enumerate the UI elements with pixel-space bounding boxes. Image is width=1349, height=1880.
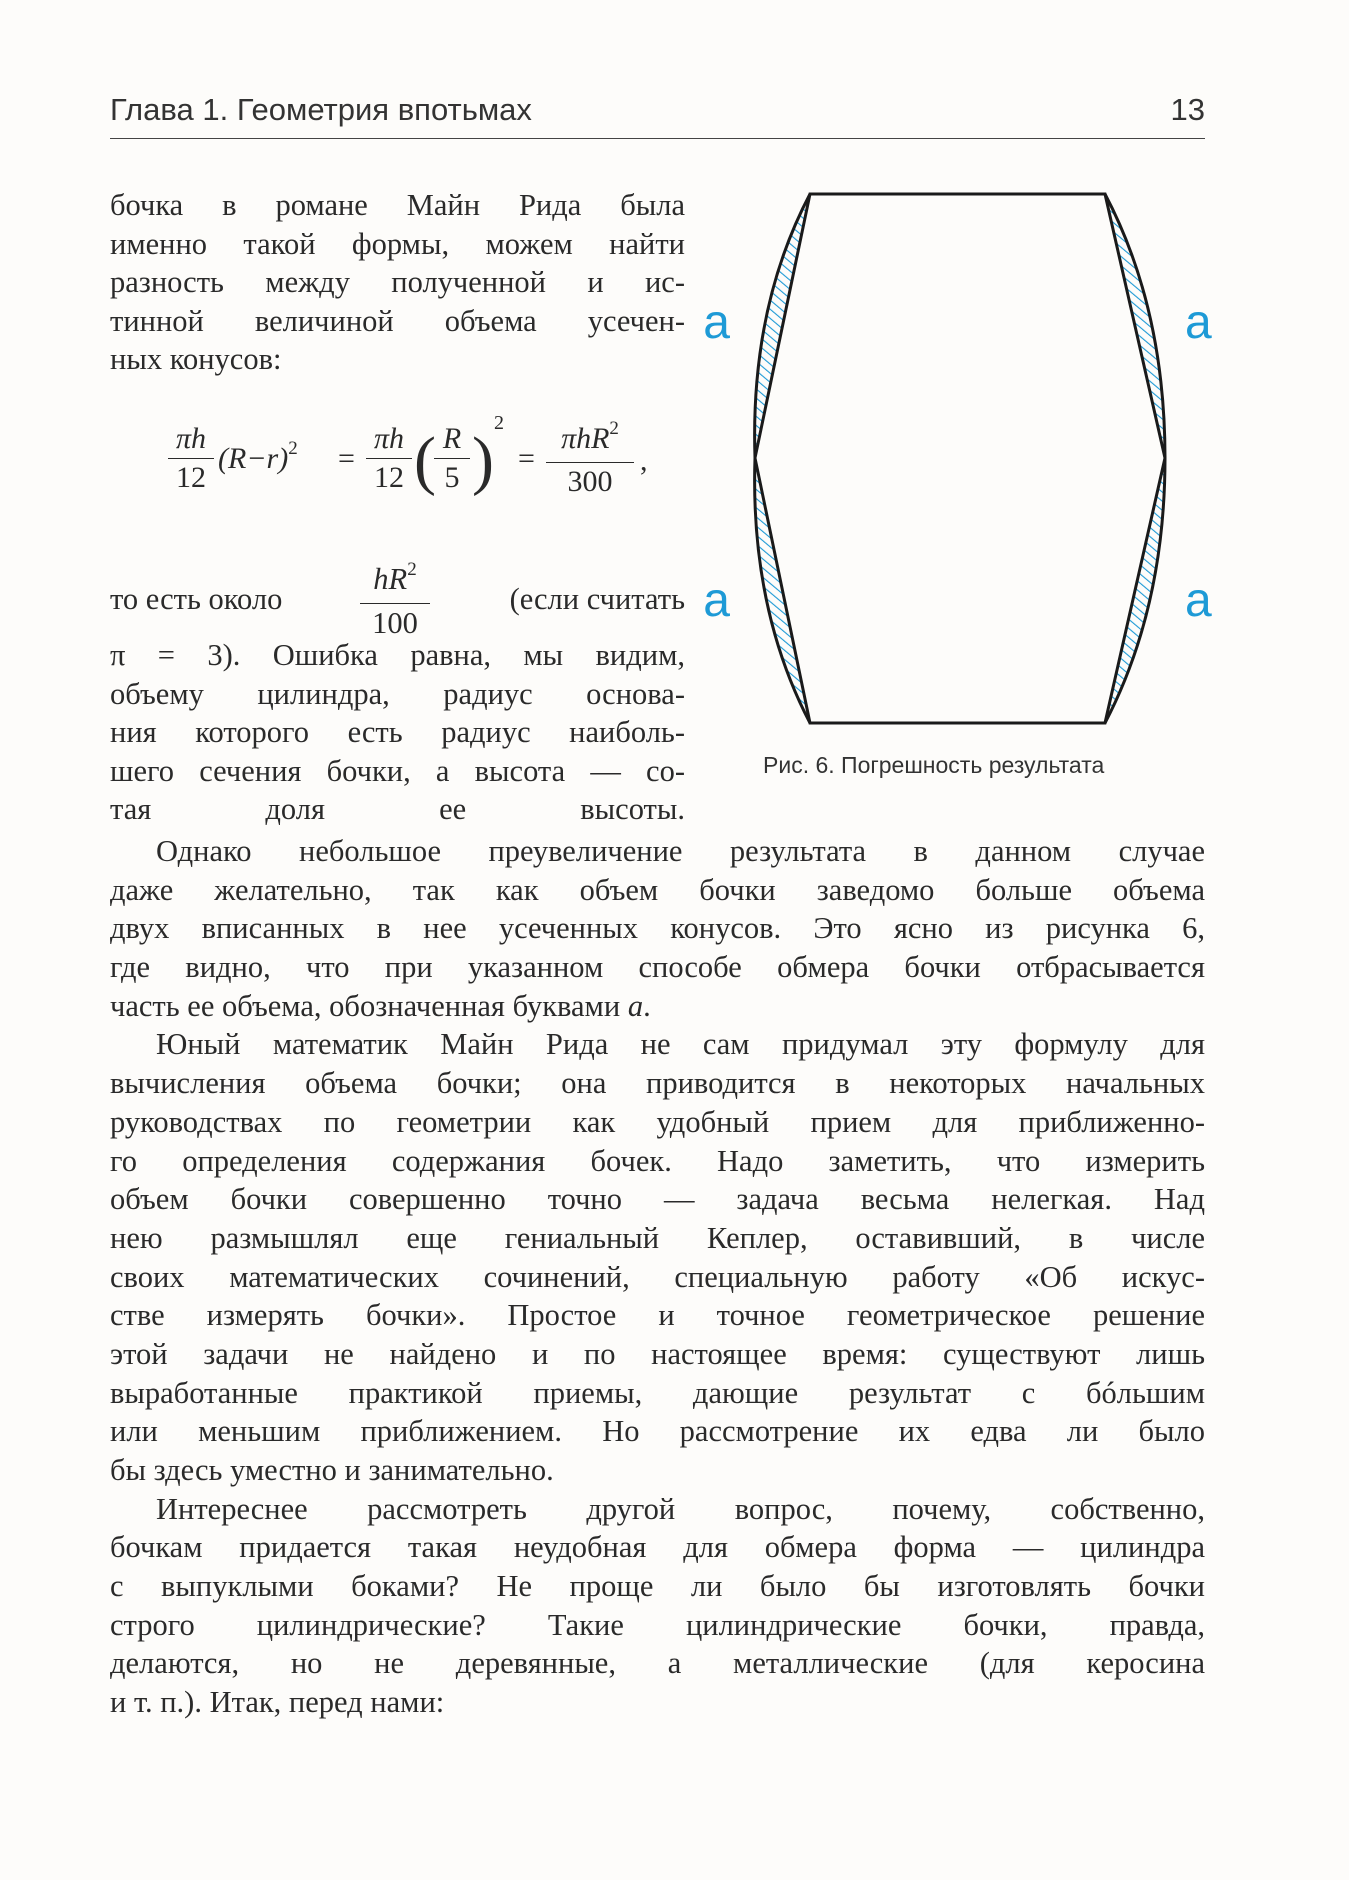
text-line: Интереснее рассмотреть другой вопрос, почему, собственно, bbox=[156, 1491, 1205, 1526]
text-line: руководствах по геометрии как удобный прием для приближенно- bbox=[110, 1104, 1205, 1139]
text-line: где видно, что при указанном способе обмера бочки отбрасывается bbox=[110, 950, 1205, 985]
page-number: 13 bbox=[1170, 92, 1205, 127]
text-line: π = 3). Ошибка равна, мы видим, bbox=[110, 638, 685, 672]
equals-sign: = bbox=[338, 442, 355, 475]
text-line: выработанные практикой приемы, дающие результат с бóльшим bbox=[110, 1375, 1205, 1410]
comma: , bbox=[640, 444, 648, 477]
text-line: тая доля ее высоты. bbox=[110, 792, 685, 826]
fraction-denominator: 5 bbox=[444, 461, 460, 494]
text-line: двух вписанных в нее усеченных конусов. Это ясно из рисунка 6, bbox=[110, 911, 1205, 946]
text-line: именно такой формы, можем найти bbox=[110, 226, 685, 261]
text-fragment: то есть около bbox=[110, 582, 283, 616]
fraction-denominator: 12 bbox=[176, 461, 206, 494]
text-line: делаются, но не деревянные, а металлические (для керосина bbox=[110, 1646, 1205, 1681]
formula-exponent: 2 bbox=[407, 559, 417, 580]
text-line: ния которого есть радиус наиболь- bbox=[110, 715, 685, 749]
numerator-text: πhR bbox=[561, 422, 610, 455]
text-fragment: (если считать bbox=[509, 582, 685, 616]
text-line: тинной величиной объема усечен- bbox=[110, 303, 685, 338]
text-line: даже желательно, так как объем бочки заведомо больше объема bbox=[110, 872, 1205, 907]
equals-sign: = bbox=[518, 442, 535, 475]
text-fragment: . bbox=[643, 988, 651, 1023]
fraction-h-r2-over-100 bbox=[360, 560, 430, 642]
label-a-bottom-left: a bbox=[703, 574, 730, 627]
label-a-top-left: a bbox=[703, 296, 730, 349]
fraction-numerator: R bbox=[434, 420, 470, 459]
text-line: бы здесь уместно и занимательно. bbox=[110, 1453, 554, 1487]
text-line: Юный математик Майн Рида не сам придумал эту формулу для bbox=[156, 1027, 1205, 1062]
text-line: этой задачи не найдено и по настоящее время: существуют лишь bbox=[110, 1336, 1205, 1371]
fraction-numerator: πh bbox=[366, 420, 412, 459]
label-a-top-right: a bbox=[1185, 296, 1212, 349]
fraction-numerator bbox=[360, 560, 430, 604]
italic-letter: a bbox=[627, 988, 644, 1023]
label-a-bottom-right: a bbox=[1185, 574, 1212, 627]
fraction-pi-h-r2-over-300 bbox=[546, 420, 634, 501]
barrel-figure bbox=[700, 178, 1220, 738]
text-line: Однако небольшое преувеличение результата в данном случае bbox=[156, 834, 1205, 868]
text-line: и т. п.). Итак, перед нами: bbox=[110, 1685, 445, 1720]
figure-caption: Рис. 6. Погрешность результата bbox=[763, 752, 1105, 778]
formula-exponent: 2 bbox=[288, 438, 298, 459]
text-fragment: часть ее объема, обозначенная буквами bbox=[110, 988, 628, 1023]
formula-term bbox=[218, 440, 298, 482]
left-paren: ( bbox=[414, 424, 436, 497]
text-line: го определения содержания бочек. Надо заметить, что измерить bbox=[110, 1143, 1205, 1178]
text-line: вычисления объема бочки; она приводится в некоторых начальных bbox=[110, 1066, 1205, 1101]
chapter-title: Глава 1. Геометрия впотьмах bbox=[110, 92, 532, 127]
fraction-numerator: πh bbox=[168, 420, 214, 459]
text-line: объему цилиндра, радиус основа- bbox=[110, 676, 685, 711]
right-paren: ) bbox=[472, 424, 494, 497]
left-column-top bbox=[110, 186, 685, 379]
text-line: строго цилиндрические? Такие цилиндрические бочки, правда, bbox=[110, 1607, 1205, 1642]
body-text bbox=[110, 832, 1205, 1722]
text-line bbox=[110, 987, 1205, 1026]
display-formula bbox=[168, 412, 688, 520]
fraction-denominator: 12 bbox=[374, 461, 404, 494]
text-line: объем бочки совершенно точно — задача весьма нелегкая. Над bbox=[110, 1182, 1205, 1217]
text-line: своих математических сочинений, специальную работу «Об искус- bbox=[110, 1259, 1205, 1294]
formula-exponent: 2 bbox=[494, 412, 504, 434]
fraction-pi-h-over-12 bbox=[168, 420, 214, 497]
text-line: нею размышлял еще гениальный Кеплер, оставивший, в числе bbox=[110, 1220, 1205, 1255]
text-line: стве измерять бочки». Простое и точное геометрическое решение bbox=[110, 1298, 1205, 1333]
text-line: или меньшим приближением. Но рассмотрение их едва ли было bbox=[110, 1414, 1205, 1449]
numerator-text: hR bbox=[373, 562, 408, 596]
text-line: разность между полученной и ис- bbox=[110, 265, 685, 299]
text-line: шего сечения бочки, а высота — со- bbox=[110, 753, 685, 788]
truncated-cones-outline bbox=[755, 194, 1165, 723]
fraction-r-over-5 bbox=[434, 420, 470, 497]
formula-exponent: 2 bbox=[609, 418, 619, 439]
fraction-pi-h-over-12 bbox=[366, 420, 412, 497]
fraction-denominator: 300 bbox=[567, 465, 613, 498]
fraction-numerator bbox=[546, 420, 634, 463]
formula-term-text: (R−r) bbox=[218, 442, 289, 475]
running-header bbox=[110, 90, 1205, 139]
fraction-denominator: 100 bbox=[372, 606, 418, 640]
text-line: с выпуклыми боками? Не проще ли было бы изготовлять бочки bbox=[110, 1569, 1205, 1604]
left-column-bottom bbox=[110, 636, 685, 829]
text-line: ных конусов: bbox=[110, 342, 282, 376]
text-line: бочкам придается такая неудобная для обмера форма — цилиндра bbox=[110, 1530, 1205, 1565]
text-line: бочка в романе Майн Рида была bbox=[110, 188, 685, 222]
